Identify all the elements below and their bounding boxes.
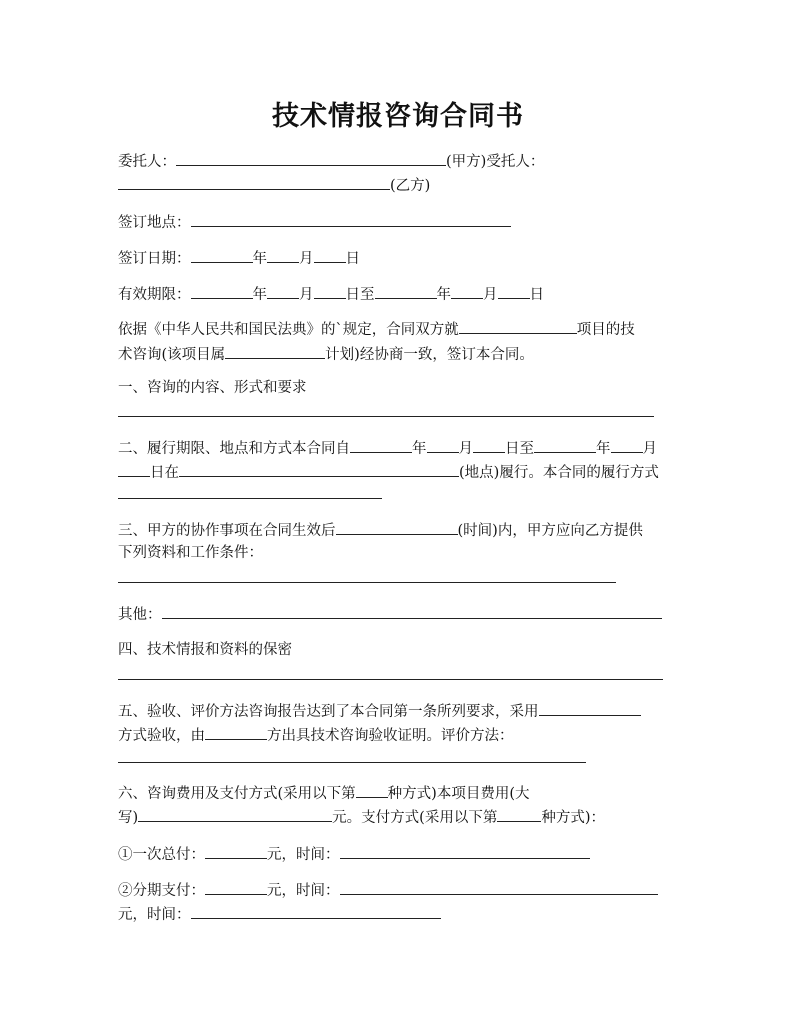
section-5-line-2 <box>118 724 514 744</box>
day-to-label: 日至 <box>505 441 534 457</box>
signing-date-label: 签订日期： <box>118 251 191 267</box>
client-label: 委托人： <box>118 154 176 170</box>
month-label: 月 <box>483 287 498 303</box>
validity-line <box>118 283 544 303</box>
s2-end-day-blank[interactable] <box>118 461 150 477</box>
performance-method-blank[interactable] <box>118 498 382 499</box>
year-label: 年 <box>436 287 451 303</box>
fee-amount-blank[interactable] <box>138 806 332 822</box>
year-label: 年 <box>412 441 427 457</box>
yuan-time-label: 元，时间： <box>267 847 340 863</box>
page-title: 技术情报咨询合同书 <box>272 101 524 132</box>
signing-place-blank[interactable] <box>191 211 511 227</box>
day-label: 日 <box>345 251 360 267</box>
capital-label: 写) <box>118 810 139 826</box>
plan-text-end: 计划)经协商一致，签订本合同。 <box>325 347 534 363</box>
section-3-heading: 三、甲方的协作事项在合同生效后 <box>118 523 336 539</box>
lump-sum-line <box>118 843 590 863</box>
validity-label: 有效期限： <box>118 287 191 303</box>
year-label: 年 <box>252 251 267 267</box>
yuan-time-label: 元，时间： <box>118 907 191 923</box>
basis-text: 依据《中华人民共和国民法典》的`规定，合同双方就 <box>118 322 459 338</box>
section-4-heading: 四、技术情报和资料的保密 <box>118 642 292 658</box>
month-label: 月 <box>299 251 314 267</box>
start-day-blank[interactable] <box>314 283 346 299</box>
year-blank[interactable] <box>191 247 253 263</box>
evaluation-text: 方出具技术咨询验收证明。评价方法： <box>267 728 514 744</box>
payment-text: 元。支付方式(采用以下第 <box>332 810 498 826</box>
section-1-heading: 一、咨询的内容、形式和要求 <box>118 380 307 396</box>
installment-label: ②分期支付： <box>118 883 205 899</box>
s2-end-year-blank[interactable] <box>534 437 596 453</box>
section-1-blank-line[interactable] <box>118 416 654 417</box>
party-b-label: (乙方) <box>390 178 431 194</box>
section-2-line-2 <box>118 461 659 481</box>
end-day-blank[interactable] <box>498 283 530 299</box>
client-line <box>118 150 544 170</box>
section-5-line <box>118 700 641 720</box>
section-2-heading: 二、履行期限、地点和方式本合同自 <box>118 441 350 457</box>
confidentiality-blank-line[interactable] <box>118 679 663 680</box>
section-3-line-2: 下列资料和工作条件： <box>118 545 263 561</box>
installment-line-2 <box>118 903 441 923</box>
payment-text-end: 种方式)： <box>541 810 605 826</box>
lump-sum-time-blank[interactable] <box>340 843 590 859</box>
s2-start-month-blank[interactable] <box>427 437 459 453</box>
s2-end-month-blank[interactable] <box>611 437 643 453</box>
section-3-text: (时间)内，甲方应向乙方提供 <box>457 523 643 539</box>
section-6-line <box>118 782 529 802</box>
installment-time-blank[interactable] <box>340 879 658 895</box>
plan-blank[interactable] <box>225 343 325 359</box>
month-label: 月 <box>299 287 314 303</box>
section-6-heading: 六、咨询费用及支付方式(采用以下第 <box>118 786 356 802</box>
year-label: 年 <box>252 287 267 303</box>
start-year-blank[interactable] <box>191 283 253 299</box>
lump-sum-amount-blank[interactable] <box>205 843 267 859</box>
other-blank[interactable] <box>162 603 662 619</box>
s2-start-year-blank[interactable] <box>350 437 412 453</box>
party-a-trustee-label: (甲方)受托人： <box>446 154 545 170</box>
month-blank[interactable] <box>267 247 299 263</box>
basis-line <box>118 318 635 338</box>
project-blank[interactable] <box>459 318 577 334</box>
certifier-blank[interactable] <box>205 724 267 740</box>
day-label: 日 <box>529 287 544 303</box>
trustee-line <box>118 174 430 194</box>
acceptance-text: 方式验收，由 <box>118 728 205 744</box>
start-month-blank[interactable] <box>267 283 299 299</box>
day-blank[interactable] <box>314 247 346 263</box>
section-6-line-2 <box>118 806 605 826</box>
materials-blank-line[interactable] <box>118 582 616 583</box>
client-blank[interactable] <box>176 150 446 166</box>
signing-place-line <box>118 211 511 231</box>
basis-text-end: 项目的技 <box>576 322 635 338</box>
section-3-line <box>118 519 643 539</box>
location-blank[interactable] <box>179 461 459 477</box>
other-label: 其他： <box>118 607 162 623</box>
installment-amount-blank[interactable] <box>205 879 267 895</box>
basis-line-2 <box>118 343 534 363</box>
section-5-heading: 五、验收、评价方法咨询报告达到了本合同第一条所列要求，采用 <box>118 704 539 720</box>
end-year-blank[interactable] <box>375 283 437 299</box>
evaluation-blank-line[interactable] <box>118 762 586 763</box>
performance-text: (地点)履行。本合同的履行方式 <box>459 465 659 481</box>
installment-line <box>118 879 658 899</box>
signing-date-line <box>118 247 360 267</box>
section-6-text: 种方式)本项目费用(大 <box>387 786 530 802</box>
signing-place-label: 签订地点： <box>118 215 191 231</box>
lump-sum-label: ①一次总付： <box>118 847 205 863</box>
end-month-blank[interactable] <box>451 283 483 299</box>
month-label: 月 <box>642 441 657 457</box>
installment-time-blank-2[interactable] <box>191 903 441 919</box>
month-label: 月 <box>458 441 473 457</box>
other-line <box>118 603 662 623</box>
plan-text: 术咨询(该项目属 <box>118 347 226 363</box>
year-label: 年 <box>596 441 611 457</box>
acceptance-method-blank[interactable] <box>539 700 641 716</box>
day-to-label: 日至 <box>345 287 375 303</box>
fee-option-blank[interactable] <box>356 782 388 798</box>
section-2-line <box>118 437 657 457</box>
payment-option-blank[interactable] <box>497 806 541 822</box>
s3-time-blank[interactable] <box>336 519 458 535</box>
trustee-blank[interactable] <box>118 174 390 190</box>
yuan-time-label: 元，时间： <box>267 883 340 899</box>
s2-start-day-blank[interactable] <box>473 437 505 453</box>
day-at-label: 日在 <box>150 465 179 481</box>
